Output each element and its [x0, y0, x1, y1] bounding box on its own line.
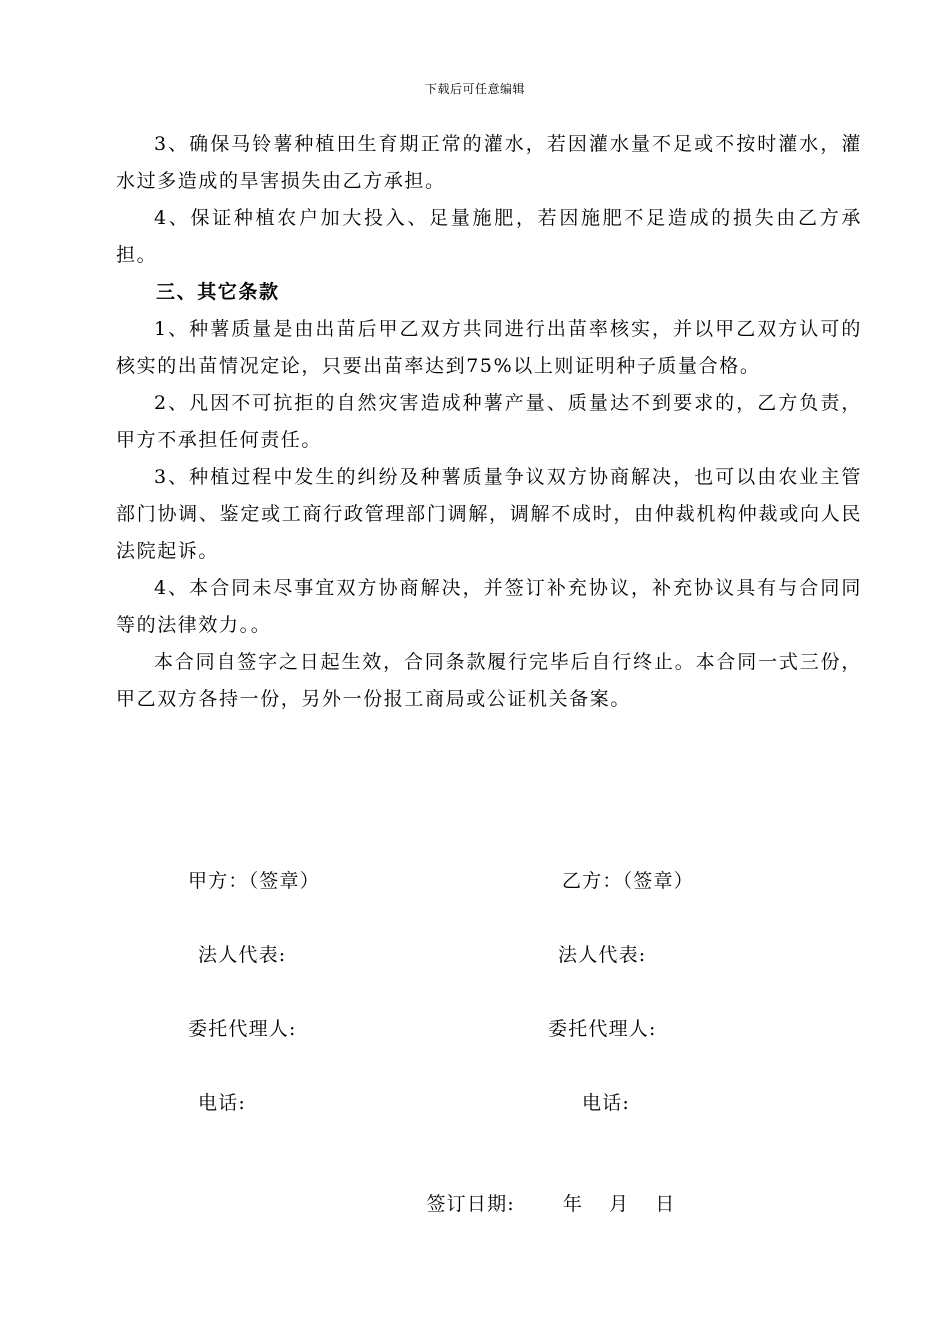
clause-paragraph: 1、种薯质量是由出苗后甲乙双方共同进行出苗率核实，并以甲乙双方认可的核实的出苗情况定论，只要出苗率达到75%以上则证明种子质量合格。: [116, 318, 862, 377]
party-a-signature: 甲方：（签章）: [188, 870, 320, 892]
party-a-legal-rep: 法人代表:: [198, 944, 287, 966]
signing-date-year: 年: [562, 1193, 584, 1215]
signing-date-row: [412, 1167, 676, 1216]
signing-date-label: 签订日期:: [426, 1193, 515, 1215]
clause-paragraph: 2、凡因不可抗拒的自然灾害造成种薯产量、质量达不到要求的，乙方负责，甲方不承担任何责任。: [116, 392, 862, 451]
clause-paragraph: 3、种植过程中发生的纠纷及种薯质量争议双方协商解决，也可以由农业主管部门协调、鉴定或工商行政管理部门调解，调解不成时，由仲裁机构仲裁或向人民法院起诉。: [116, 466, 862, 562]
signing-date-day: 日: [655, 1193, 676, 1215]
party-a-phone: 电话:: [198, 1092, 247, 1114]
party-b-signature: 乙方：（签章）: [562, 870, 694, 892]
clause-paragraph: 4、保证种植农户加大投入、足量施肥，若因施肥不足造成的损失由乙方承担。: [116, 207, 862, 266]
party-b-phone: 电话:: [582, 1092, 631, 1114]
clause-paragraph: 3、确保马铃薯种植田生育期正常的灌水，若因灌水量不足或不按时灌水，灌水过多造成的旱害损失由乙方承担。: [116, 133, 862, 192]
section-heading: 三、其它条款: [156, 281, 280, 303]
closing-paragraph: 本合同自签字之日起生效，合同条款履行完毕后自行终止。本合同一式三份，甲乙双方各持一份，另外一份报工商局或公证机关备案。: [116, 651, 862, 710]
clause-paragraph: 4、本合同未尽事宜双方协商解决，并签订补充协议，补充协议具有与合同同等的法律效力。。: [116, 577, 862, 636]
party-b-legal-rep: 法人代表:: [558, 944, 647, 966]
party-b-agent: 委托代理人:: [548, 1018, 657, 1040]
signing-date-month: 月: [609, 1193, 630, 1215]
party-a-agent: 委托代理人:: [188, 1018, 297, 1040]
header-note: 下载后可任意编辑: [424, 82, 525, 96]
contract-body: [116, 126, 862, 718]
